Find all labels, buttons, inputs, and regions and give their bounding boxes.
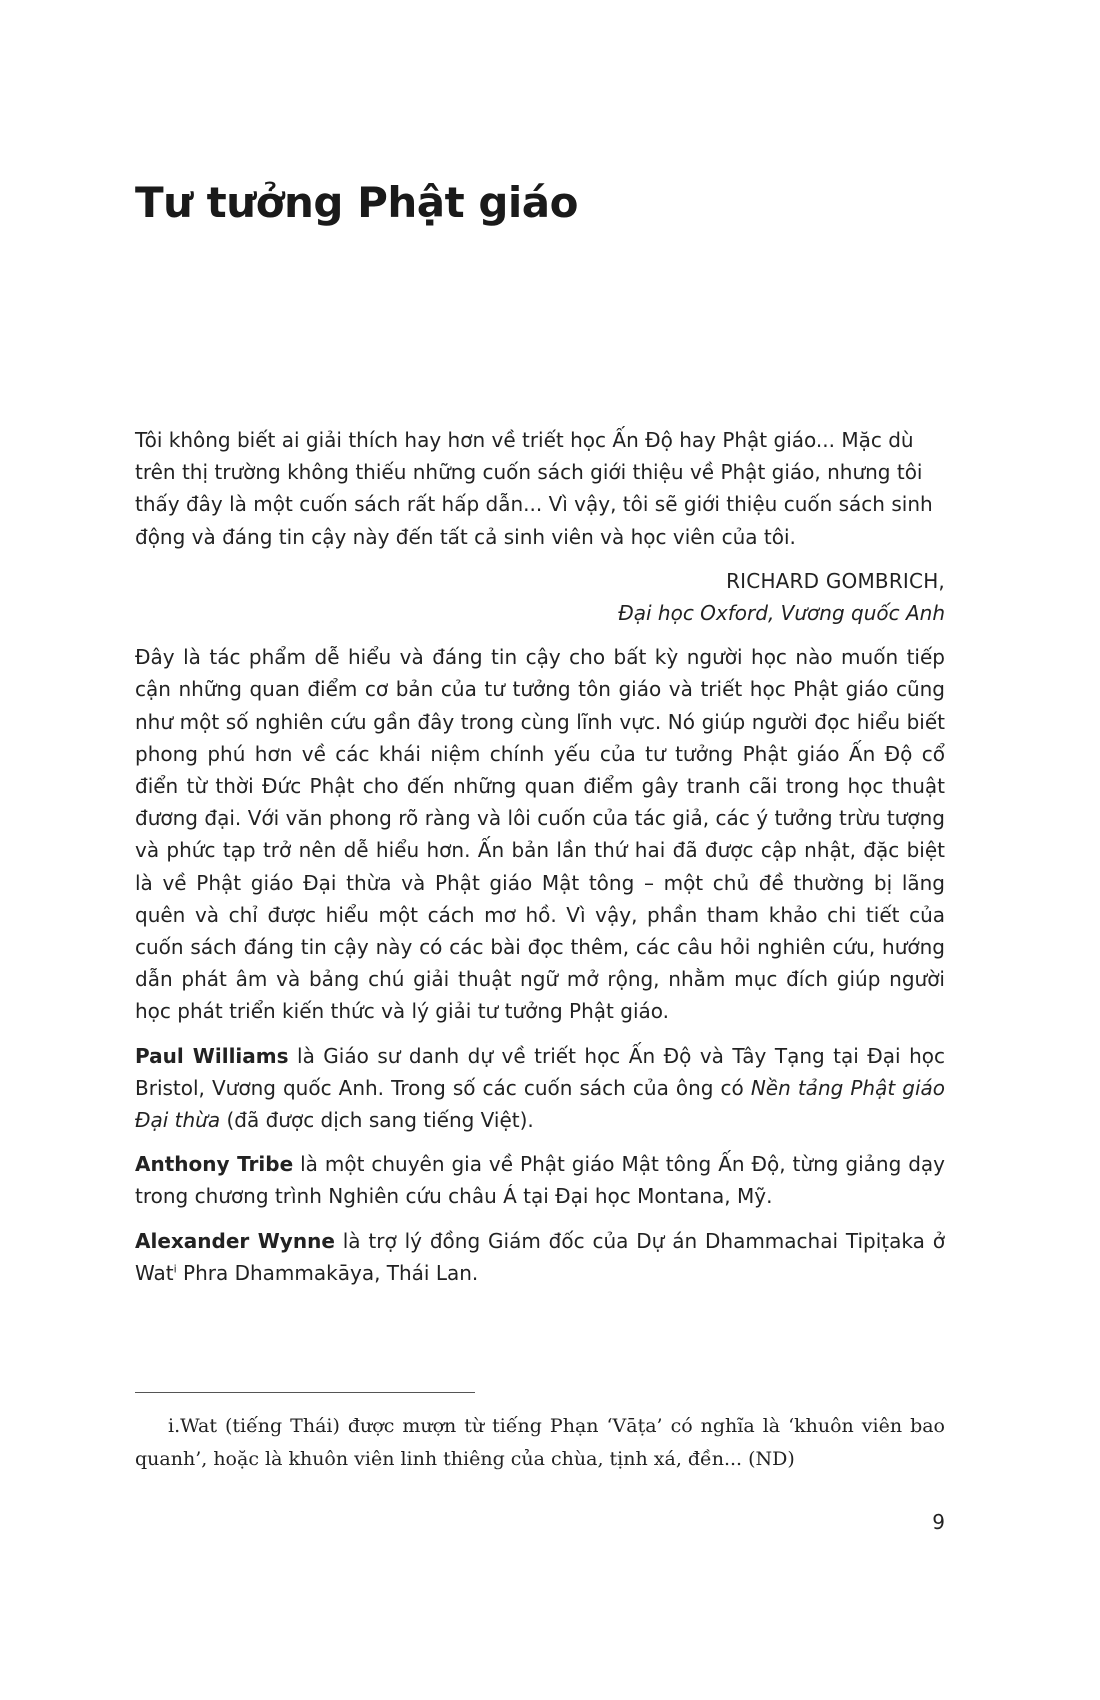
author-bio-text: là Giáo sư danh dự về triết học Ấn Độ và Tây Tạng tại Đại học Bristol, Vương quốc Anh. Trong số các cuốn sách của ông có xyxy=(135,1043,945,1100)
footnote-text: i.Wat (tiếng Thái) được mượn từ tiếng Phạn ‘Vāṭa’ có nghĩa là ‘khuôn viên bao quanh’, hoặc là khuôn viên linh thiêng của chùa, tịnh xá, đền... (ND) xyxy=(135,1415,945,1470)
author-bio-text-end: (đã được dịch sang tiếng Việt). xyxy=(220,1108,534,1133)
book-title-italic: Nền tảng Phật giáo Đại thừa xyxy=(135,1075,946,1133)
review-quote-paragraph: Tôi không biết ai giải thích hay hơn về triết học Ấn Độ hay Phật giáo... Mặc dù trên thị trường không thiếu những cuốn sách giới thiệu về Phật giáo, nhưng tôi thấy đây là một cuốn sách rất hấp dẫn... Vì vậy, tôi sẽ giới thiệu cuốn sách sinh động và đáng tin cậy này đến tất cả sinh viên và học viên của tôi. xyxy=(135,428,933,549)
attribution-name: RICHARD GOMBRICH, xyxy=(726,568,945,593)
author-bio-text: là một chuyên gia về Phật giáo Mật tông Ấn Độ, từng giảng dạy trong chương trình Nghiên cứu châu Á tại Đại học Montana, Mỹ. xyxy=(135,1152,945,1209)
attribution-affiliation: Đại học Oxford, Vương quốc Anh xyxy=(618,601,945,626)
author-bio-text: là trợ lý đồng Giám đốc của Dự án Dhammachai Tipiṭaka ở Wat xyxy=(135,1228,945,1285)
author-bio-text-end: Phra Dhammakāya, Thái Lan. xyxy=(176,1260,479,1285)
review-attribution xyxy=(135,565,945,629)
author-bio-alexander-wynne xyxy=(135,1225,945,1289)
footnote-divider xyxy=(135,1392,475,1393)
footnote-reference[interactable]: i xyxy=(173,1262,177,1276)
author-name: Anthony Tribe xyxy=(135,1152,294,1177)
author-name: Alexander Wynne xyxy=(135,1228,335,1253)
page-title: Tư tưởng Phật giáo xyxy=(135,178,578,227)
page-body xyxy=(135,424,945,1301)
author-bio-anthony-tribe xyxy=(135,1148,945,1212)
author-bio-paul-williams xyxy=(135,1040,945,1137)
page-number: 9 xyxy=(932,1510,945,1534)
book-description-paragraph: Đây là tác phẩm dễ hiểu và đáng tin cậy cho bất kỳ người học nào muốn tiếp cận những quan điểm cơ bản của tư tưởng tôn giáo và triết học Phật giáo cũng như một số nghiên cứu gần đây trong cùng lĩnh vực. Nó giúp người đọc hiểu biết phong phú hơn về các khái niệm chính yếu của tư tưởng Phật giáo Ấn Độ cổ điển từ thời Đức Phật cho đến những quan điểm gây tranh cãi trong học thuật đương đại. Với văn phong rõ ràng và lôi cuốn của tác giả, các ý tưởng trừu tượng và phức tạp trở nên dễ hiểu hơn. Ấn bản lần thứ hai đã được cập nhật, đặc biệt là về Phật giáo Đại thừa và Phật giáo Mật tông – một chủ đề thường bị lãng quên và chỉ được hiểu một cách mơ hồ. Vì vậy, phần tham khảo chi tiết của cuốn sách đáng tin cậy này có các bài đọc thêm, các câu hỏi nghiên cứu, hướng dẫn phát âm và bảng chú giải thuật ngữ mở rộng, nhằm mục đích giúp người học phát triển kiến thức và lý giải tư tưởng Phật giáo. xyxy=(135,645,945,1024)
author-name: Paul Williams xyxy=(135,1043,289,1068)
